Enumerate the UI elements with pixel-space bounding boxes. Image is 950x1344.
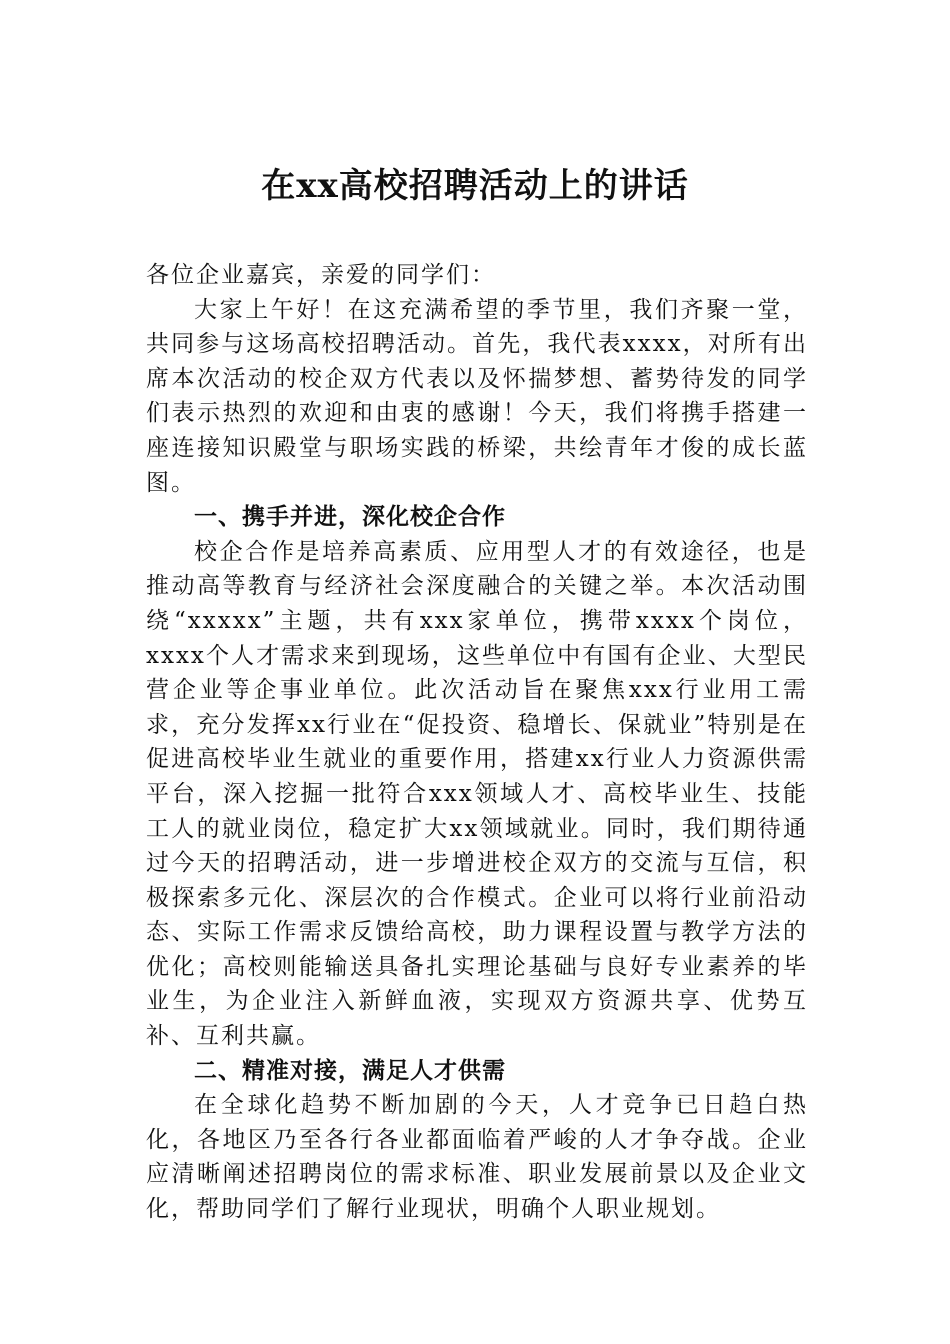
paragraph-opening: 大家上午好！在这充满希望的季节里，我们齐聚一堂，共同参与这场高校招聘活动。首先，我代表xxxx，对所有出席本次活动的校企双方代表以及怀揣梦想、蓄势待发的同学们表示热烈的欢迎和由衷的感谢！今天，我们将携手搭建一座连接知识殿堂与职场实践的桥梁，共绘青年才俊的成长蓝图。 bbox=[146, 296, 808, 496]
paragraph-talent-demand: 在全球化趋势不断加剧的今天，人才竞争已日趋白热化，各地区乃至各行各业都面临着严峻的人才争夺战。企业应清晰阐述招聘岗位的需求标准、职业发展前景以及企业文化，帮助同学们了解行业现状，明确个人职业规划。 bbox=[146, 1092, 808, 1223]
document-body bbox=[146, 258, 808, 1227]
section-heading-2: 二、精准对接，满足人才供需 bbox=[194, 1057, 506, 1084]
paragraph-cooperation: 校企合作是培养高素质、应用型人才的有效途径，也是推动高等教育与经济社会深度融合的关键之举。本次活动围绕“xxxxx”主题，共有xxx家单位，携带xxxx个岗位，xxxx个人才需求来到现场，这些单位中有国有企业、大型民营企业等企事业单位。此次活动旨在聚焦xxx行业用工需求，充分发挥xx行业在“促投资、稳增长、保就业”特别是在促进高校毕业生就业的重要作用，搭建xx行业人力资源供需平台，深入挖掘一批符合xxx领域人才、高校毕业生、技能工人的就业岗位，稳定扩大xx领域就业。同时，我们期待通过今天的招聘活动，进一步增进校企双方的交流与互信，积极探索多元化、深层次的合作模式。企业可以将行业前沿动态、实际工作需求反馈给高校，助力课程设置与教学方法的优化；高校则能输送具备扎实理论基础与良好专业素养的毕业生，为企业注入新鲜血液，实现双方资源共享、优势互补、互利共赢。 bbox=[146, 538, 808, 1050]
salutation: 各位企业嘉宾，亲爱的同学们： bbox=[146, 262, 496, 288]
document-title: 在xx高校招聘活动上的讲话 bbox=[261, 166, 689, 206]
section-heading-1: 一、携手并进，深化校企合作 bbox=[194, 504, 506, 531]
